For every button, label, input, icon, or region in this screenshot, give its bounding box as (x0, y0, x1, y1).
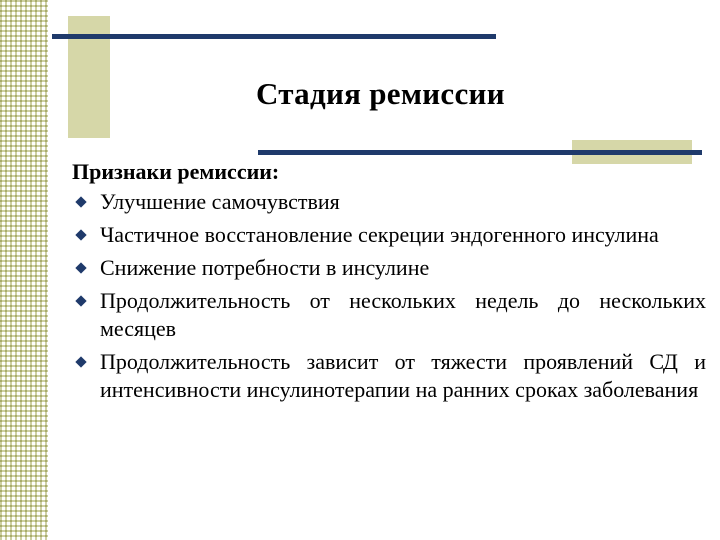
slide-title: Стадия ремиссии (256, 76, 505, 111)
diamond-bullet-icon (75, 295, 86, 306)
list-item (72, 287, 706, 343)
list-item-text: Снижение потребности в инсулине (100, 255, 430, 280)
list-item-text: Частичное восстановление секреции эндогенного инсулина (100, 222, 659, 247)
list-item (72, 254, 706, 282)
bullet-list (72, 188, 706, 404)
list-item (72, 221, 706, 249)
list-item-text: Продолжительность зависит от тяжести проявлений СД и интенсивности инсулинотерапии на ранних сроках заболевания (100, 349, 706, 402)
diamond-bullet-icon (75, 356, 86, 367)
diamond-bullet-icon (75, 229, 86, 240)
diamond-bullet-icon (75, 262, 86, 273)
list-item (72, 188, 706, 216)
decorative-title-rule (258, 150, 702, 155)
list-item-text: Продолжительность от нескольких недель до нескольких месяцев (100, 288, 706, 341)
slide-body (72, 158, 706, 409)
decorative-top-rule (52, 34, 496, 39)
diamond-bullet-icon (75, 196, 86, 207)
list-item-text: Улучшение самочувствия (100, 189, 340, 214)
decorative-stripe-band (0, 0, 48, 540)
section-heading: Признаки ремиссии: (72, 159, 280, 184)
list-item (72, 348, 706, 404)
